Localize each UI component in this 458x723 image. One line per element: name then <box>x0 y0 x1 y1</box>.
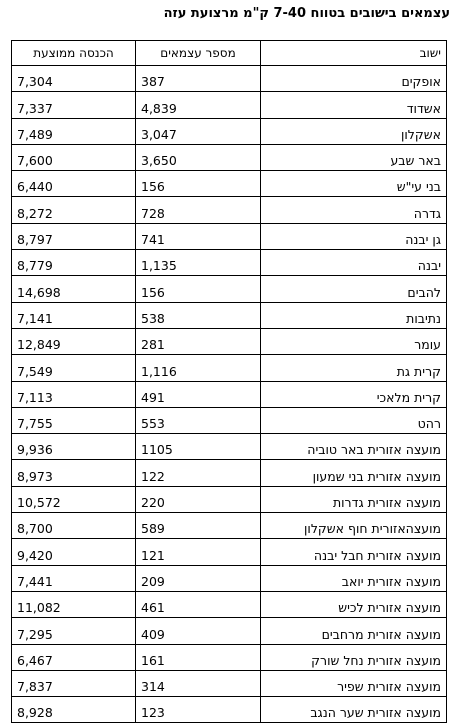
average-income-cell: 7,489 <box>12 118 136 144</box>
self-employed-count-cell: 314 <box>136 670 261 696</box>
table-row <box>12 276 447 302</box>
self-employed-count-cell: 553 <box>136 407 261 433</box>
average-income-cell: 8,779 <box>12 250 136 276</box>
table-row <box>12 144 447 170</box>
table-row <box>12 644 447 670</box>
self-employed-count-cell: 156 <box>136 171 261 197</box>
average-income-cell: 8,797 <box>12 223 136 249</box>
table-header-row <box>12 41 447 66</box>
average-income-cell: 9,936 <box>12 434 136 460</box>
self-employed-count-cell: 1105 <box>136 434 261 460</box>
self-employed-count-cell: 387 <box>136 66 261 92</box>
average-income-cell: 7,337 <box>12 92 136 118</box>
self-employed-count-cell: 122 <box>136 460 261 486</box>
table-row <box>12 513 447 539</box>
average-income-cell: 7,549 <box>12 355 136 381</box>
average-income-cell: 6,467 <box>12 644 136 670</box>
average-income-cell: 7,113 <box>12 381 136 407</box>
self-employed-count-cell: 220 <box>136 486 261 512</box>
document-title: עצמאים בישובים בטווח 7-40 ק"מ מרצועת עזה <box>163 6 450 21</box>
table-row <box>12 302 447 328</box>
settlement-name-cell: אופקים <box>261 66 447 92</box>
settlement-name-cell: מועצהאזורית חוף אשקלון <box>261 513 447 539</box>
settlement-name-cell: מועצה אזורית שפיר <box>261 670 447 696</box>
average-income-cell: 6,440 <box>12 171 136 197</box>
average-income-cell: 7,295 <box>12 618 136 644</box>
table-row <box>12 670 447 696</box>
settlement-name-cell: באר שבע <box>261 144 447 170</box>
table-row <box>12 539 447 565</box>
table-row <box>12 381 447 407</box>
table-row <box>12 460 447 486</box>
self-employed-count-cell: 123 <box>136 697 261 723</box>
table-row <box>12 250 447 276</box>
self-employed-count-cell: 741 <box>136 223 261 249</box>
table-row <box>12 66 447 92</box>
settlement-name-cell: מועצה אזורית מרחבים <box>261 618 447 644</box>
settlement-name-cell: מועצה אזורית באר טוביה <box>261 434 447 460</box>
settlement-name-cell: נתיבות <box>261 302 447 328</box>
settlement-name-cell: אשקלון <box>261 118 447 144</box>
table-row <box>12 697 447 723</box>
average-income-cell: 8,700 <box>12 513 136 539</box>
self-employed-count-cell: 281 <box>136 328 261 354</box>
settlement-name-cell: מועצה אזורית יואב <box>261 565 447 591</box>
settlement-name-cell: בני עי"ש <box>261 171 447 197</box>
table-row <box>12 197 447 223</box>
settlement-name-cell: גן יבנה <box>261 223 447 249</box>
self-employed-count-cell: 491 <box>136 381 261 407</box>
average-income-cell: 9,420 <box>12 539 136 565</box>
settlement-name-cell: קרית גת <box>261 355 447 381</box>
average-income-cell: 14,698 <box>12 276 136 302</box>
self-employed-count-cell: 156 <box>136 276 261 302</box>
self-employed-count-cell: 209 <box>136 565 261 591</box>
settlement-name-cell: גדרה <box>261 197 447 223</box>
table-body <box>12 41 447 723</box>
average-income-cell: 7,755 <box>12 407 136 433</box>
table-row <box>12 118 447 144</box>
settlement-name-cell: מועצה אזורית חבל יבנה <box>261 539 447 565</box>
settlement-name-cell: אשדוד <box>261 92 447 118</box>
settlement-name-cell: מועצה אזורית שער הנגב <box>261 697 447 723</box>
table-row <box>12 171 447 197</box>
table-row <box>12 565 447 591</box>
average-income-cell: 8,928 <box>12 697 136 723</box>
self-employed-count-cell: 1,135 <box>136 250 261 276</box>
average-income-cell: 7,837 <box>12 670 136 696</box>
average-income-cell: 12,849 <box>12 328 136 354</box>
table-row <box>12 618 447 644</box>
table-row <box>12 591 447 617</box>
table-row <box>12 92 447 118</box>
table-row <box>12 223 447 249</box>
header-settlement: ישוב <box>261 41 447 66</box>
header-average-income: הכנסה ממוצעת <box>12 41 136 66</box>
table-row <box>12 355 447 381</box>
table-row <box>12 328 447 354</box>
settlement-name-cell: מועצה אזורית בני שמעון <box>261 460 447 486</box>
self-employed-count-cell: 3,650 <box>136 144 261 170</box>
self-employed-count-cell: 161 <box>136 644 261 670</box>
settlement-name-cell: עומר <box>261 328 447 354</box>
self-employed-count-cell: 538 <box>136 302 261 328</box>
average-income-cell: 8,973 <box>12 460 136 486</box>
settlement-name-cell: להבים <box>261 276 447 302</box>
self-employed-count-cell: 3,047 <box>136 118 261 144</box>
table-row <box>12 407 447 433</box>
settlement-name-cell: קרית מלאכי <box>261 381 447 407</box>
header-self-employed-count: מספר עצמאים <box>136 41 261 66</box>
self-employed-count-cell: 728 <box>136 197 261 223</box>
self-employed-count-cell: 589 <box>136 513 261 539</box>
settlement-name-cell: מועצה אזורית גדרות <box>261 486 447 512</box>
settlements-table <box>11 40 447 723</box>
average-income-cell: 7,600 <box>12 144 136 170</box>
table-row <box>12 434 447 460</box>
self-employed-count-cell: 409 <box>136 618 261 644</box>
table-row <box>12 486 447 512</box>
self-employed-count-cell: 461 <box>136 591 261 617</box>
average-income-cell: 7,304 <box>12 66 136 92</box>
self-employed-count-cell: 121 <box>136 539 261 565</box>
settlement-name-cell: יבנה <box>261 250 447 276</box>
average-income-cell: 11,082 <box>12 591 136 617</box>
self-employed-count-cell: 4,839 <box>136 92 261 118</box>
average-income-cell: 10,572 <box>12 486 136 512</box>
settlement-name-cell: מועצה אזורית נחל שורק <box>261 644 447 670</box>
average-income-cell: 7,441 <box>12 565 136 591</box>
average-income-cell: 7,141 <box>12 302 136 328</box>
settlement-name-cell: מועצה אזורית לכיש <box>261 591 447 617</box>
average-income-cell: 8,272 <box>12 197 136 223</box>
settlement-name-cell: רהט <box>261 407 447 433</box>
self-employed-count-cell: 1,116 <box>136 355 261 381</box>
